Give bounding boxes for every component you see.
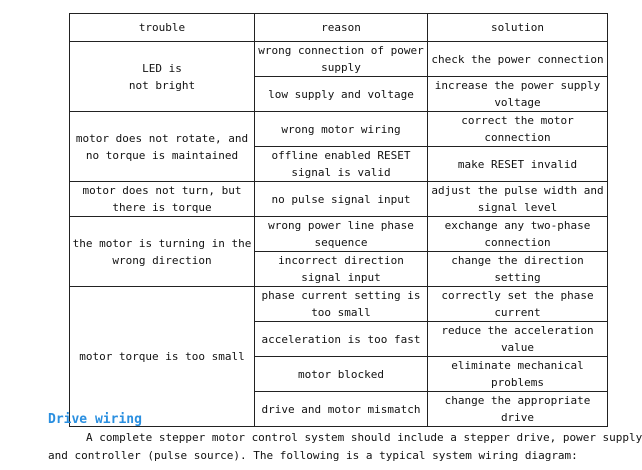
solution-cell: change the direction setting [428, 252, 608, 287]
table-header-row [70, 14, 608, 42]
table-row [70, 182, 608, 217]
reason-cell: drive and motor mismatch [255, 392, 428, 427]
trouble-cell [70, 287, 255, 427]
section-heading: Drive wiring [48, 412, 142, 427]
solution-cell: eliminate mechanical problems [428, 357, 608, 392]
table-row [70, 287, 608, 322]
solution-cell: check the power connection [428, 42, 608, 77]
solution-cell: correctly set the phase current [428, 287, 608, 322]
solution-cell: reduce the acceleration value [428, 322, 608, 357]
header-reason: reason [255, 14, 428, 42]
table-row [70, 217, 608, 252]
reason-cell: acceleration is too fast [255, 322, 428, 357]
solution-cell: increase the power supply voltage [428, 77, 608, 112]
trouble-cell [70, 112, 255, 182]
trouble-text: motor does not turn, but there is torque [82, 184, 242, 214]
trouble-text: motor torque is too small [79, 350, 245, 363]
trouble-text: the motor is turning in the wrong direction [72, 236, 252, 267]
solution-cell: correct the motor connection [428, 112, 608, 147]
solution-cell: make RESET invalid [428, 147, 608, 182]
solution-cell: change the appropriate drive [428, 392, 608, 427]
trouble-cell [70, 217, 255, 287]
reason-cell: low supply and voltage [255, 77, 428, 112]
paragraph-line-2: and controller (pulse source). The following is a typical system wiring diagram: [48, 449, 578, 462]
troubleshooting-table [69, 13, 608, 427]
reason-cell: incorrect direction signal input [255, 252, 428, 287]
section-paragraph [48, 429, 642, 465]
header-solution: solution [428, 14, 608, 42]
trouble-text: LED is not bright [128, 61, 196, 92]
reason-cell: no pulse signal input [255, 182, 428, 217]
reason-cell: motor blocked [255, 357, 428, 392]
reason-cell: wrong motor wiring [255, 112, 428, 147]
table-row [70, 42, 608, 77]
solution-cell: exchange any two-phase connection [428, 217, 608, 252]
table-row [70, 112, 608, 147]
paragraph-line-1: A complete stepper motor control system should include a stepper drive, power supply [86, 431, 642, 444]
trouble-cell [70, 182, 255, 217]
solution-cell: adjust the pulse width and signal level [428, 182, 608, 217]
reason-cell: offline enabled RESET signal is valid [255, 147, 428, 182]
reason-cell: wrong power line phase sequence [255, 217, 428, 252]
reason-cell: wrong connection of power supply [255, 42, 428, 77]
header-trouble: trouble [70, 14, 255, 42]
trouble-text: motor does not rotate, and no torque is maintained [75, 131, 249, 162]
reason-cell: phase current setting is too small [255, 287, 428, 322]
trouble-cell [70, 42, 255, 112]
